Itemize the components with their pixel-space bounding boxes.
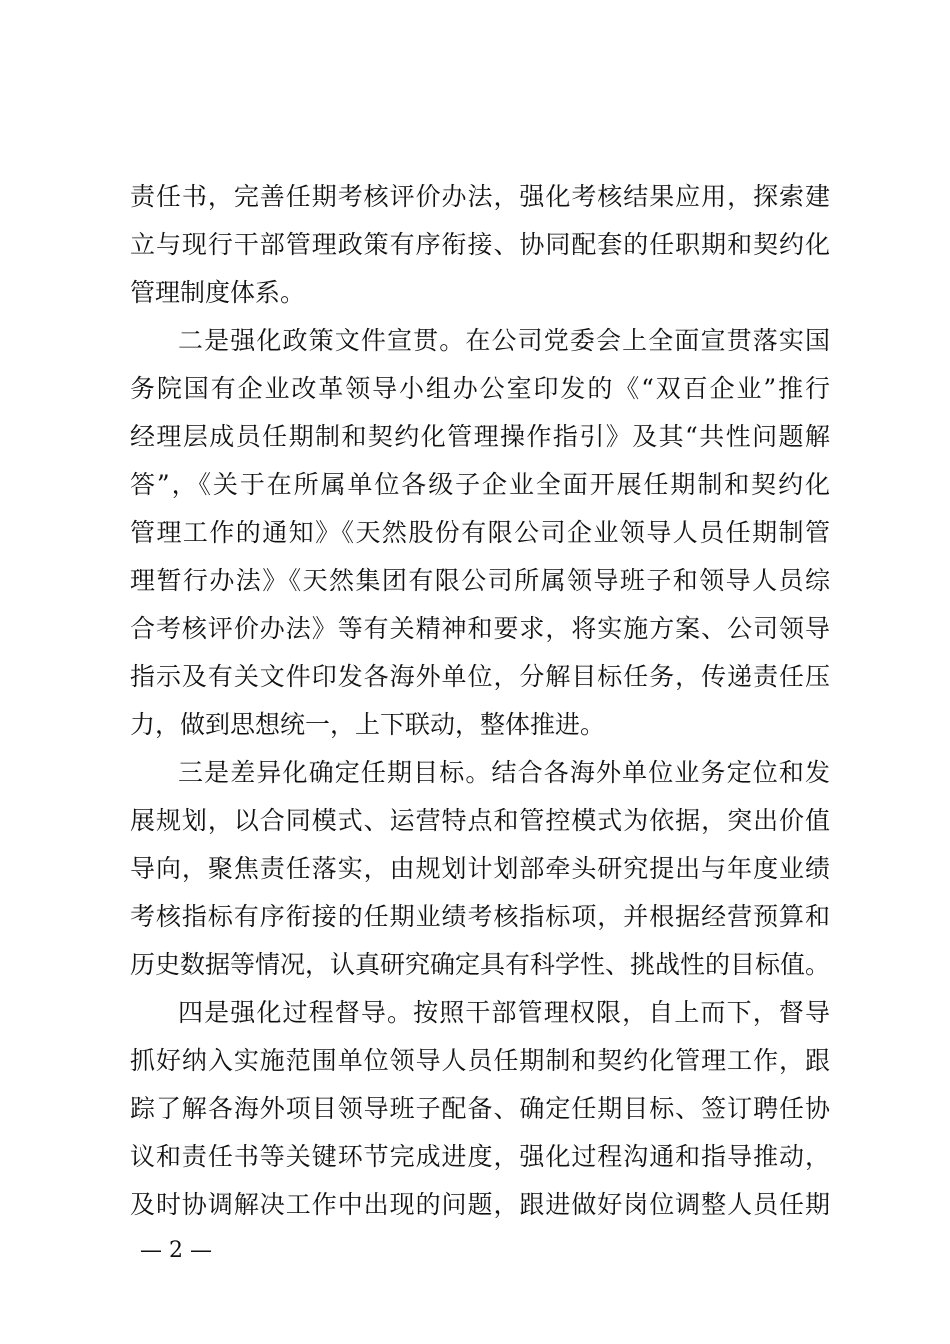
paragraph-3-line-1: 三是差异化确定任期目标。结合各海外单位业务定位和发 bbox=[178, 758, 830, 787]
paragraph-1-line-2: 立与现行干部管理政策有序衔接、协同配套的任职期和契约化 bbox=[130, 230, 830, 259]
paragraph-3-line-5: 历史数据等情况，认真研究确定具有科学性、挑战性的目标值。 bbox=[130, 950, 831, 979]
paragraph-2-line-5: 管理工作的通知》《天然股份有限公司企业领导人员任期制管 bbox=[130, 518, 830, 547]
paragraph-2-line-7: 合考核评价办法》等有关精神和要求，将实施方案、公司领导 bbox=[130, 614, 830, 643]
paragraph-2-line-4: 答”，《关于在所属单位各级子企业全面开展任期制和契约化 bbox=[130, 470, 830, 499]
paragraph-3-line-2: 展规划，以合同模式、运营特点和管控模式为依据，突出价值 bbox=[130, 806, 830, 835]
paragraph-4-line-5: 及时协调解决工作中出现的问题，跟进做好岗位调整人员任期 bbox=[130, 1190, 830, 1219]
paragraph-2-line-9: 力，做到思想统一，上下联动，整体推进。 bbox=[130, 710, 606, 739]
paragraph-4-line-2: 抓好纳入实施范围单位领导人员任期制和契约化管理工作，跟 bbox=[130, 1046, 830, 1075]
paragraph-2-line-3: 经理层成员任期制和契约化管理操作指引》及其“共性问题解 bbox=[130, 422, 830, 451]
paragraph-2-line-1: 二是强化政策文件宣贯。在公司党委会上全面宣贯落实国 bbox=[178, 326, 830, 355]
paragraph-3-line-3: 导向，聚焦责任落实，由规划计划部牵头研究提出与年度业绩 bbox=[130, 854, 830, 883]
paragraph-3-line-4: 考核指标有序衔接的任期业绩考核指标项，并根据经营预算和 bbox=[130, 902, 830, 931]
paragraph-2-line-8: 指示及有关文件印发各海外单位，分解目标任务，传递责任压 bbox=[130, 662, 830, 691]
paragraph-1-line-1: 责任书，完善任期考核评价办法，强化考核结果应用，探索建 bbox=[130, 182, 830, 211]
paragraph-2-line-6: 理暂行办法》《天然集团有限公司所属领导班子和领导人员综 bbox=[130, 566, 830, 595]
page-number: — 2 — bbox=[140, 1238, 212, 1263]
paragraph-1-line-3: 管理制度体系。 bbox=[130, 278, 306, 307]
paragraph-4-line-3: 踪了解各海外项目领导班子配备、确定任期目标、签订聘任协 bbox=[130, 1094, 830, 1123]
paragraph-2-line-2: 务院国有企业改革领导小组办公室印发的《“双百企业”推行 bbox=[130, 374, 830, 403]
paragraph-4-line-4: 议和责任书等关键环节完成进度，强化过程沟通和指导推动， bbox=[130, 1142, 830, 1171]
paragraph-4-line-1: 四是强化过程督导。按照干部管理权限，自上而下，督导 bbox=[178, 998, 830, 1027]
